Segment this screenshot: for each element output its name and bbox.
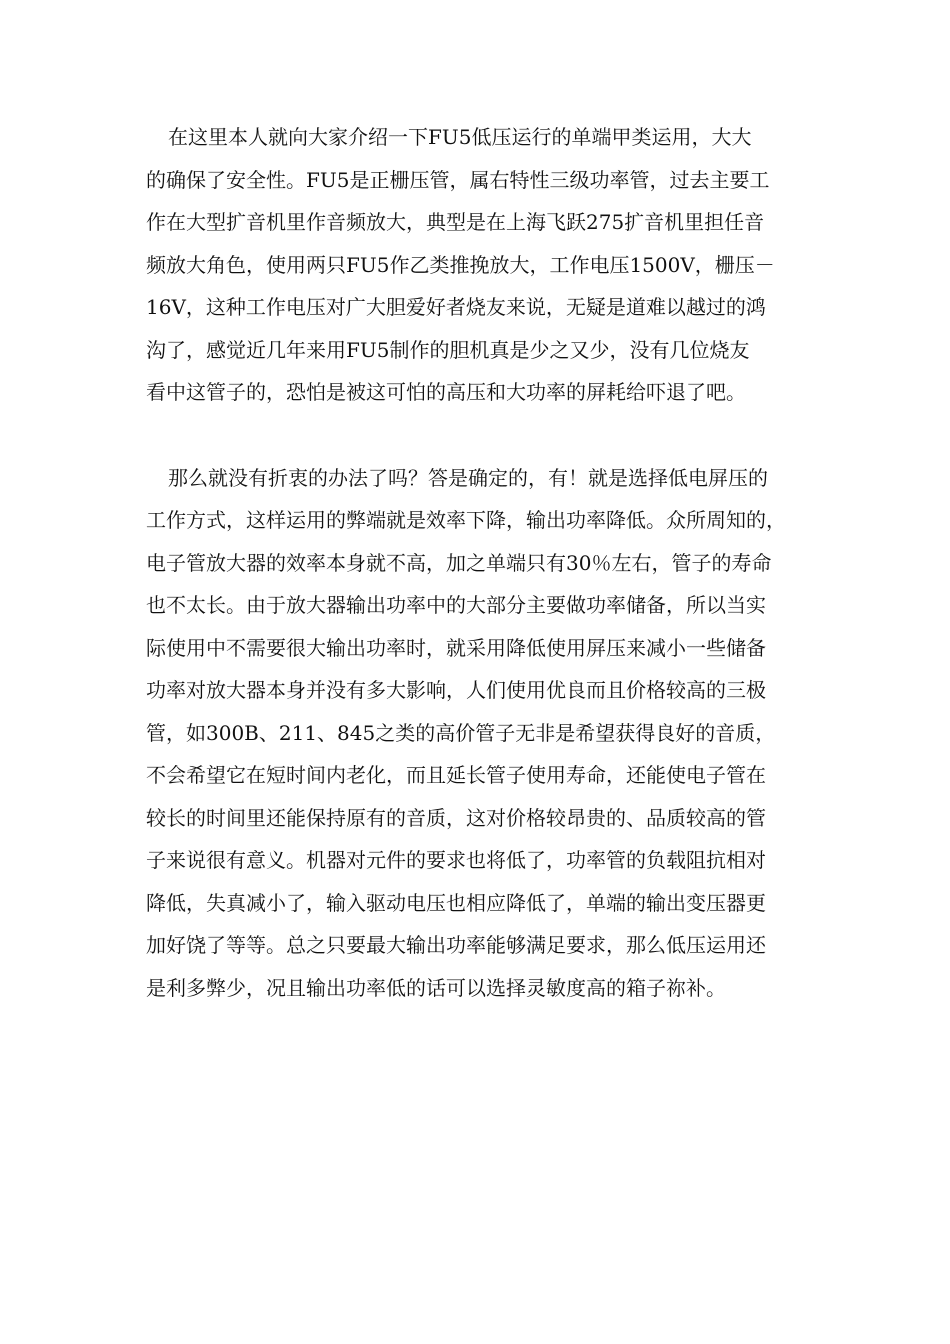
text-line: 降低，失真减小了，输入驱动电压也相应降低了，单端的输出变压器更 [146, 890, 766, 915]
text-line: 子来说很有意义。机器对元件的要求也将低了，功率管的负载阻抗相对 [146, 848, 766, 872]
text-line: 电子管放大器的效率本身就不高，加之单端只有30％左右，管子的寿命 [146, 550, 772, 575]
paragraph-fu5-introduction [146, 116, 810, 414]
text-line: 际使用中不需要很大输出功率时，就采用降低使用屏压来减小一些储备 [146, 635, 766, 660]
text-line: 作在大型扩音机里作音频放大，典型是在上海飞跃275扩音机里担任音 [146, 210, 765, 234]
document-body [146, 116, 810, 1009]
text-line: 功率对放大器本身并没有多大影响，人们使用优良而且价格较高的三极 [146, 678, 766, 702]
text-line: 那么就没有折衷的办法了吗？答是确定的，有！就是选择低电屏压的 [168, 465, 768, 490]
paragraph-spacing [146, 414, 810, 457]
paragraph-low-voltage-operation [146, 457, 810, 1010]
text-line: 看中这管子的，恐怕是被这可怕的高压和大功率的屏耗给吓退了吧。 [146, 380, 746, 404]
text-line: 管，如300B、211、845之类的高价管子无非是希望获得良好的音质， [146, 720, 776, 745]
text-line: 加好饶了等等。总之只要最大输出功率能够满足要求，那么低压运用还 [146, 933, 766, 957]
text-line: 16V，这种工作电压对广大胆爱好者烧友来说，无疑是道难以越过的鸿 [146, 295, 766, 319]
text-line: 沟了，感觉近几年来用FU5制作的胆机真是少之又少，没有几位烧友 [146, 337, 750, 362]
text-line: 较长的时间里还能保持原有的音质，这对价格较昂贵的、品质较高的管 [146, 805, 766, 830]
text-line: 在这里本人就向大家介绍一下FU5低压运行的单端甲类运用，大大 [168, 125, 752, 149]
text-line: 频放大角色，使用两只FU5作乙类推挽放大，工作电压1500V，栅压－ [146, 252, 775, 277]
text-line: 也不太长。由于放大器输出功率中的大部分主要做功率储备，所以当实 [146, 593, 766, 617]
text-line: 不会希望它在短时间内老化，而且延长管子使用寿命，还能使电子管在 [146, 763, 766, 787]
text-line: 的确保了安全性。FU5是正栅压管，属右特性三级功率管，过去主要工 [146, 167, 770, 192]
text-line: 工作方式，这样运用的弊端就是效率下降，输出功率降低。众所周知的， [146, 508, 786, 532]
text-line: 是利多弊少，况且输出功率低的话可以选择灵敏度高的箱子祢补。 [146, 975, 726, 1000]
